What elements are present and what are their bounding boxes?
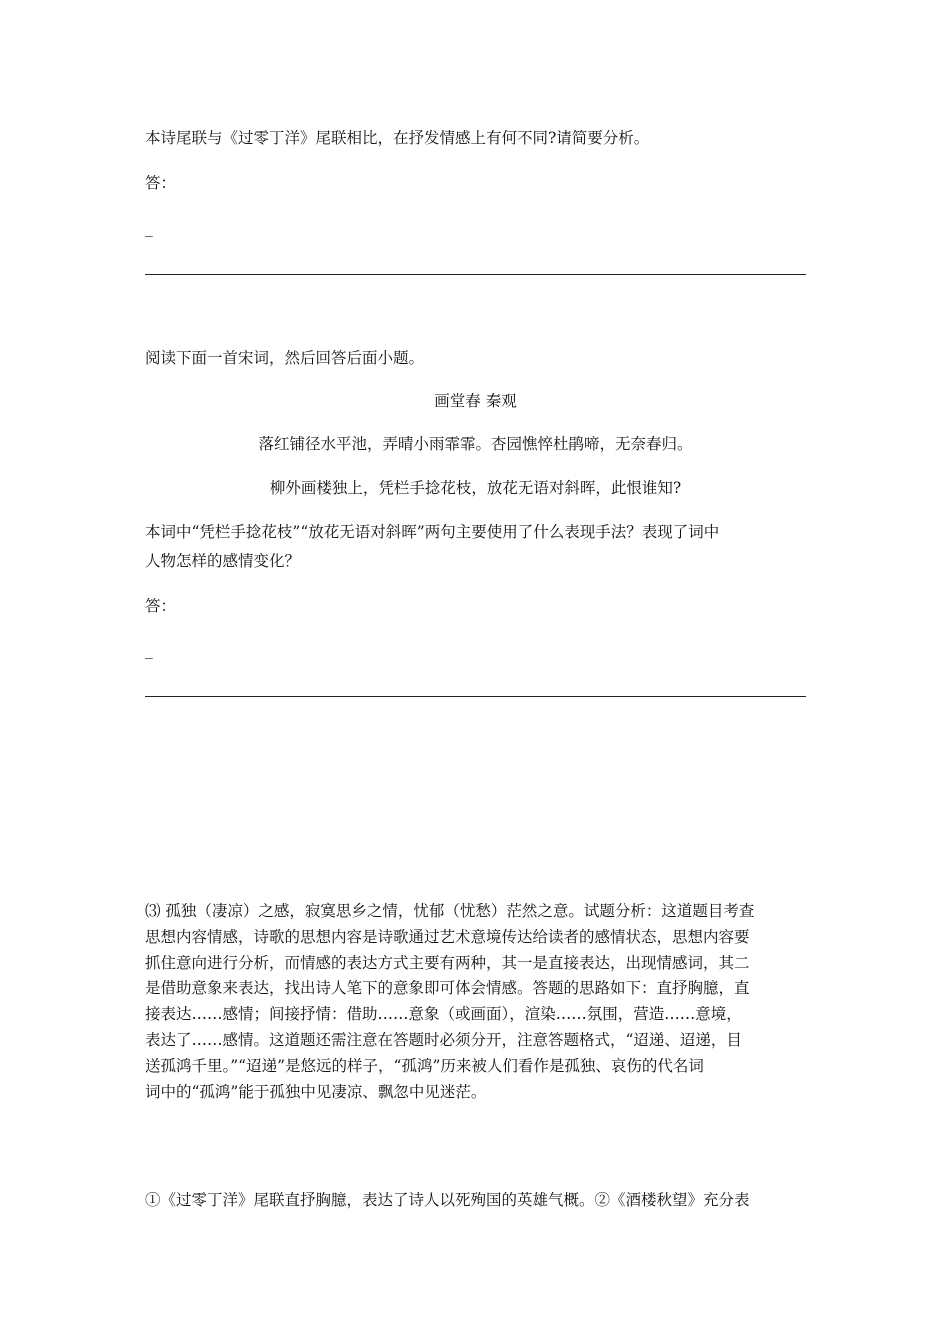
q1-question: 本诗尾联与《过零丁洋》尾联相比，在抒发情感上有何不同?请简要分析。 — [145, 129, 650, 147]
q2-answer-blank: _ — [145, 641, 153, 659]
q2-question-line-1: 本词中“凭栏手捻花枝”“放花无语对斜晖”两句主要使用了什么表现手法？表现了词中 — [145, 523, 720, 541]
q1-answer-blank: _ — [145, 219, 153, 237]
answer-3-paragraph — [145, 899, 809, 1105]
q1-answer-line — [145, 274, 806, 275]
answer-3-line: 词中的“孤鸿”能于孤独中见凄凉、飘忽中见迷茫。 — [145, 1082, 487, 1101]
answer-3-line: ⑶ 孤独（凄凉）之感，寂寞思乡之情，忧郁（忧愁）茫然之意。试题分析：这道题目考查 — [145, 902, 755, 920]
answer-3-line: 是借助意象来表达，找出诗人笔下的意象即可体会情感。答题的思路如下：直抒胸臆，直 — [145, 979, 750, 998]
q1-answer-label: 答： — [145, 174, 177, 192]
poem-title: 画堂春 秦观 — [434, 392, 517, 410]
q2-answer-label: 答： — [145, 597, 177, 615]
poem-line-1: 落红铺径水平池，弄晴小雨霏霏。杏园憔悴杜鹃啼，无奈春归。 — [258, 435, 693, 453]
q2-question-line-2: 人物怎样的感情变化？ — [145, 552, 301, 570]
answer-3-line: 接表达……感情；间接抒情：借助……意象（或画面），渲染……氛围，营造……意境， — [145, 1005, 742, 1024]
answer-last-line: ①《过零丁洋》尾联直抒胸臆，表达了诗人以死殉国的英雄气概。②《酒楼秋望》充分表 — [145, 1191, 750, 1209]
answer-3-line: 思想内容情感，诗歌的思想内容是诗歌通过艺术意境传达给读者的感情状态，思想内容要 — [145, 927, 750, 946]
answer-3-line: 表达了……感情。这道题还需注意在答题时必须分开，注意答题格式，“迢递、迢递，目 — [145, 1030, 742, 1049]
answer-3-line: 抓住意向进行分析，而情感的表达方式主要有两种，其一是直接表达，出现情感词，其二 — [145, 953, 750, 972]
q2-answer-line — [145, 696, 806, 697]
poem-line-2: 柳外画楼独上，凭栏手捻花枝，放花无语对斜晖，此恨谁知? — [269, 479, 682, 497]
q2-intro: 阅读下面一首宋词，然后回答后面小题。 — [145, 349, 425, 367]
answer-3-line: 送孤鸿千里。”“迢递”是悠远的样子，“孤鸿”历来被人们看作是孤独、哀伤的代名词 — [145, 1056, 704, 1075]
